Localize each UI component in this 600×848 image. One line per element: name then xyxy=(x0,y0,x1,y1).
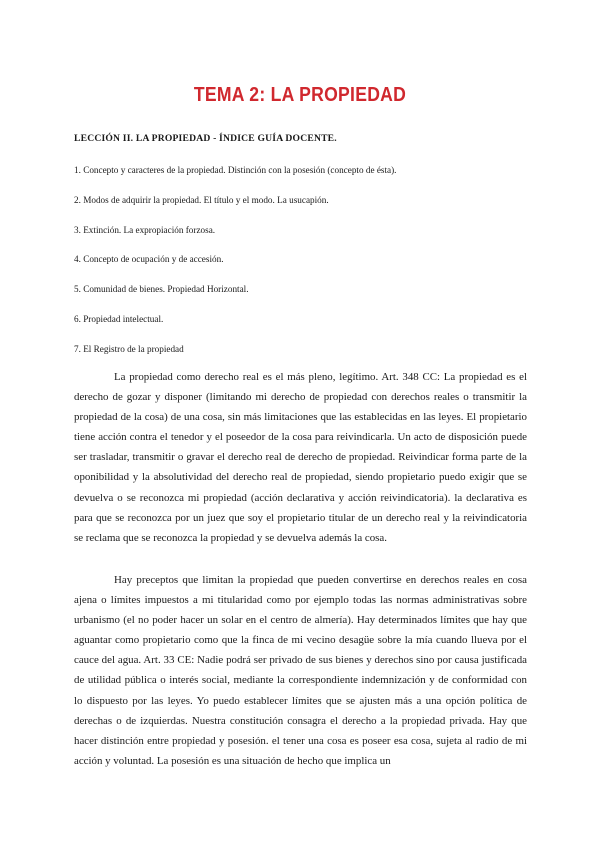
lesson-heading: LECCIÓN II. LA PROPIEDAD - ÍNDICE GUÍA DOCENTE. xyxy=(74,133,337,144)
index-item: 7. El Registro de la propiedad xyxy=(74,343,184,354)
body-paragraph: La propiedad como derecho real es el más pleno, legítimo. Art. 348 CC: La propiedad es el derecho de gozar y disponer (limitando mi derecho de propiedad con derechos reales o transmitir la propiedad de la cosa) de una cosa, sin más limitaciones que las establecidas en las leyes. El propietario tiene acción contra el tenedor y el poseedor de la cosa para reivindicarla. Un acto de disposición puede ser trasladar, transmitir o gravar el derecho real de derecho de propiedad. Reivindicar forma parte de la oponibilidad y la absolutividad del derecho real de propiedad, siendo propietario puedo exigir que se devuelva o se reconozca mi propiedad (acción declarativa y acción reivindicatoria). la declarativa es para que se reconozca por un juez que soy el propietario titular de un derecho real y la reivindicatoria se reclama que se reconozca la propiedad y se devuelva además la cosa. xyxy=(74,371,527,544)
index-item: 4. Concepto de ocupación y de accesión. xyxy=(74,254,224,265)
index-item: 1. Concepto y caracteres de la propiedad. Distinción con la posesión (concepto de ésta). xyxy=(74,165,397,175)
body-paragraph: Hay preceptos que limitan la propiedad que pueden convertirse en derechos reales en cosa ajena o límites impuestos a mi titularidad como por ejemplo todas las normas administrativas sobre urbanismo (el no poder hacer un solar en el centro de almería). Hay determinados límites que hay que aguantar como propietario como que la finca de mi vecino desagüe sobre la mía cuando llueva por el cauce del agua. Art. 33 CE: Nadie podrá ser privado de sus bienes y derechos sino por causa justificada de utilidad pública o interés social, mediante la correspondiente indemnización y de conformidad con lo dispuesto por las leyes. Yo puedo establecer límites que se ajusten más a una opción política de derechas o de izquierdas. Nuestra constitución consagra el derecho a la propiedad privada. Hay que hacer distinción entre propiedad y posesión. el tener una cosa es poseer esa cosa, sujeta al radio de mi acción y voluntad. La posesión es una situación de hecho que implica un xyxy=(74,574,527,767)
document-title: TEMA 2: LA PROPIEDAD xyxy=(193,84,407,106)
index-item: 3. Extinción. La expropiación forzosa. xyxy=(74,224,216,235)
index-item: 5. Comunidad de bienes. Propiedad Horizontal. xyxy=(74,284,249,295)
index-item: 2. Modos de adquirir la propiedad. El título y el modo. La usucapión. xyxy=(74,194,329,205)
index-list xyxy=(74,164,396,373)
index-item: 6. Propiedad intelectual. xyxy=(74,313,164,324)
